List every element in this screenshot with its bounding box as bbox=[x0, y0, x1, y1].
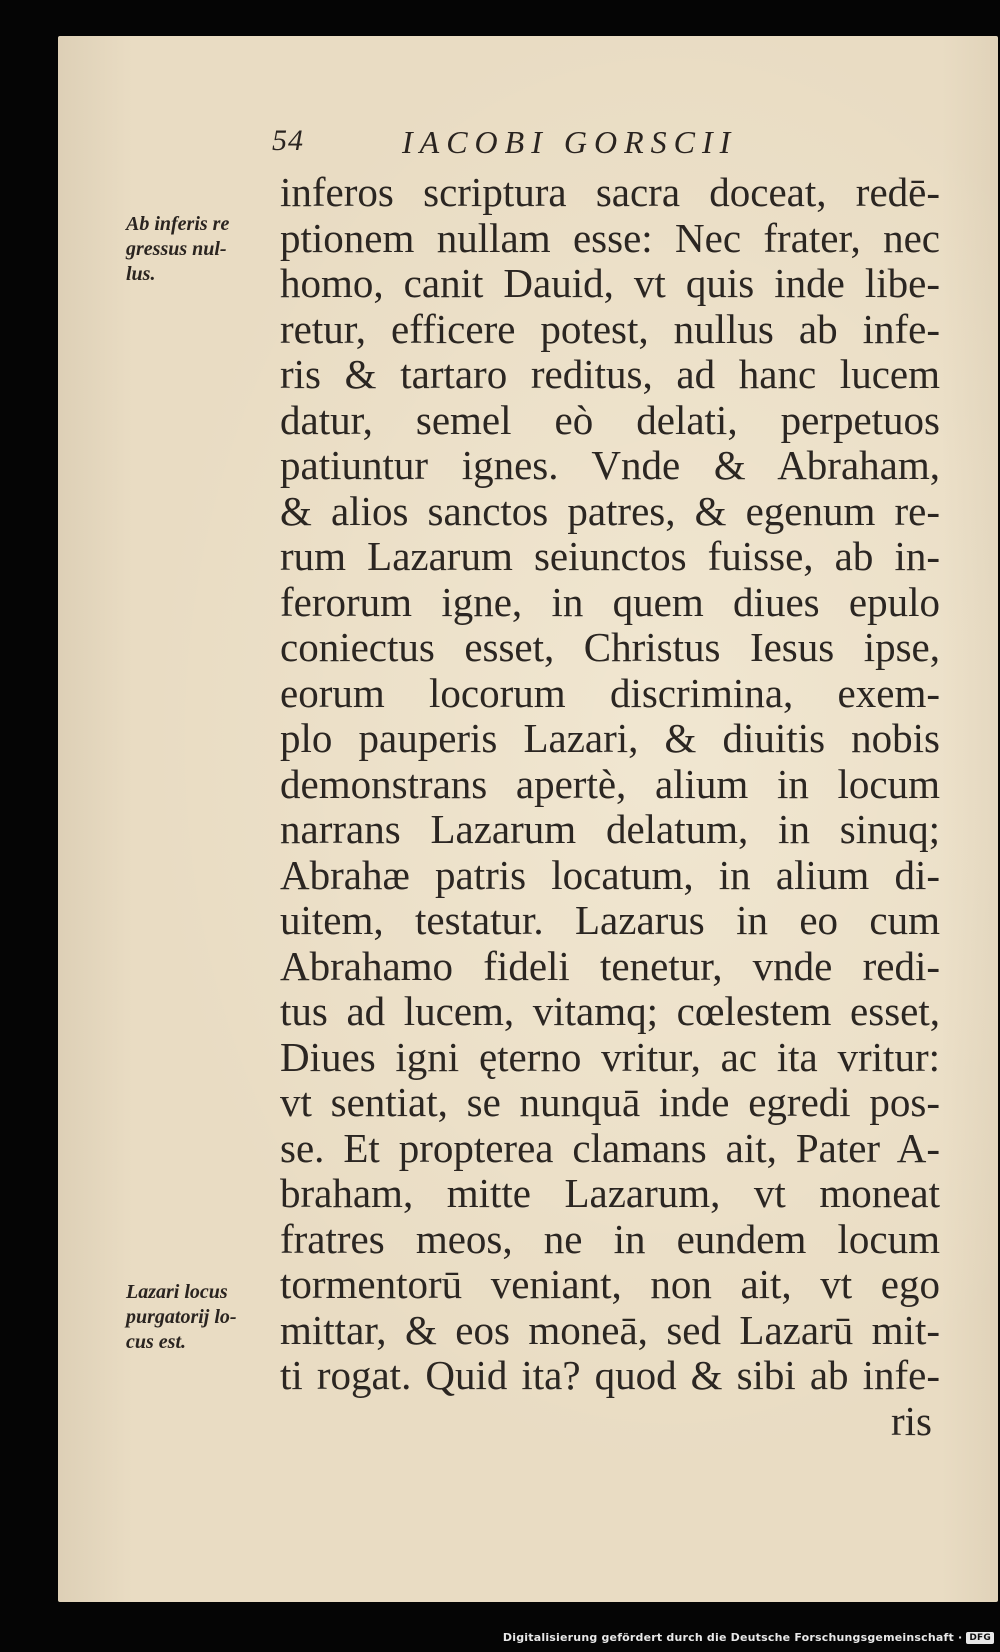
page-number: 54 bbox=[272, 124, 304, 157]
marginal-note-line: Ab inferis re bbox=[126, 213, 230, 235]
text-line: ris & tartaro reditus, ad hanc lucem bbox=[280, 351, 940, 397]
text-line: Abrahæ patris locatum, in alium di- bbox=[280, 851, 940, 898]
text-line: inferos scriptura sacra doceat, redē- bbox=[280, 169, 940, 215]
text-line: Abrahamo fideli tenetur, vnde redi- bbox=[280, 942, 940, 989]
text-line: Diues igni ęterno vritur, ac ita vritur: bbox=[280, 1033, 940, 1080]
text-line: rum Lazarum seiunctos fuisse, ab in- bbox=[280, 533, 940, 579]
credit-text: Digitalisierung gefördert durch die Deutsche Forschungsgemeinschaft · bbox=[502, 1631, 963, 1644]
text-line: homo, canit Dauid, vt quis inde libe- bbox=[280, 260, 940, 306]
marginal-note-line: gressus nul- bbox=[126, 238, 227, 260]
text-line: demonstrans apertè, alium in locum bbox=[280, 760, 940, 807]
text-line: uitem, testatur. Lazarus in eo cum bbox=[280, 897, 940, 943]
digitization-credit bbox=[503, 1631, 994, 1644]
text-line: tormentorū veniant, non ait, vt ego bbox=[280, 1261, 940, 1307]
text-line: ti rogat. Quid ita? quod & sibi ab infe- bbox=[280, 1352, 940, 1398]
marginal-note-line: purgatorij lo- bbox=[126, 1306, 237, 1328]
text-line: vt sentiat, se nunquā inde egredi pos- bbox=[280, 1079, 940, 1125]
text-line: plo pauperis Lazari, & diuitis nobis bbox=[280, 715, 940, 761]
marginal-note-line: Lazari locus bbox=[126, 1281, 228, 1303]
marginal-note-line: cus est. bbox=[126, 1331, 186, 1353]
text-line: retur, efficere potest, nullus ab infe- bbox=[280, 305, 940, 352]
marginal-note-line: lus. bbox=[126, 263, 156, 285]
running-head: IACOBI GORSCII bbox=[402, 124, 738, 160]
text-line: mittar, & eos moneā, sed Lazarū mit- bbox=[280, 1306, 940, 1353]
text-line: patiuntur ignes. Vnde & Abraham, bbox=[280, 442, 940, 488]
text-line: narrans Lazarum delatum, in sinuq; bbox=[280, 806, 940, 852]
text-line: eorum locorum discrimina, exem- bbox=[280, 669, 940, 716]
text-line: se. Et propterea clamans ait, Pater A- bbox=[280, 1124, 940, 1171]
text-line: & alios sanctos patres, & egenum re- bbox=[280, 487, 940, 534]
dfg-logo-icon: DFG bbox=[966, 1632, 994, 1644]
text-line: fratres meos, ne in eundem locum bbox=[280, 1215, 940, 1262]
text-line: coniectus esset, Christus Iesus ipse, bbox=[280, 624, 940, 670]
text-line: braham, mitte Lazarum, vt moneat bbox=[280, 1170, 940, 1216]
catchword: ris bbox=[891, 1397, 932, 1444]
marginal-note bbox=[126, 212, 276, 287]
text-line: ferorum igne, in quem diues epulo bbox=[280, 578, 940, 625]
body-text bbox=[280, 170, 940, 1444]
text-line: tus ad lucem, vitamq; cœlestem esset, bbox=[280, 988, 940, 1034]
text-line: datur, semel eò delati, perpetuos bbox=[280, 396, 940, 443]
marginal-note bbox=[126, 1280, 276, 1355]
page-header bbox=[272, 124, 932, 170]
text-line: ptionem nullam esse: Nec frater, nec bbox=[280, 214, 940, 261]
